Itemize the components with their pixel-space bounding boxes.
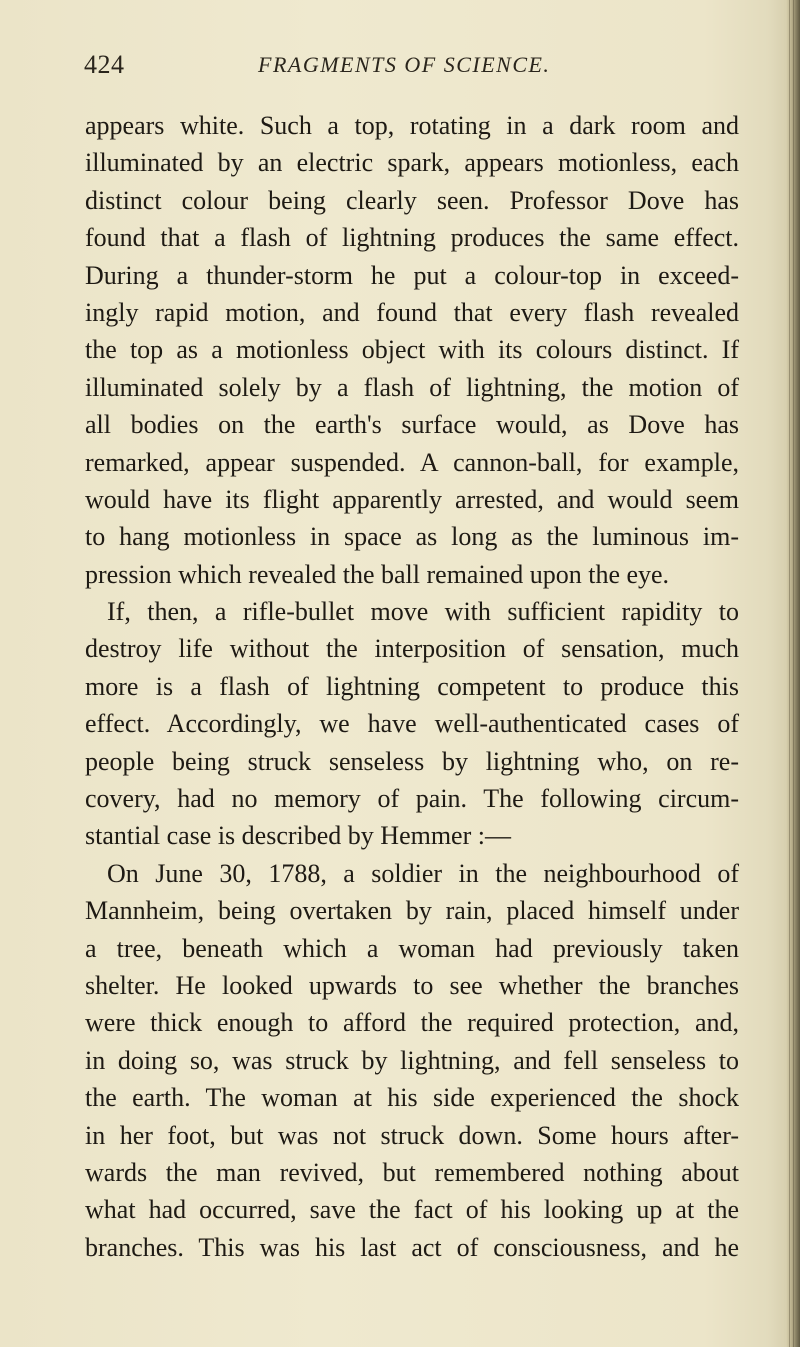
text-line: people being struck senseless by lightning who, on re- — [85, 746, 739, 776]
text-line: more is a flash of lightning competent to produce this — [85, 671, 739, 701]
text-line: remarked, appear suspended. A cannon-ball, for example, — [85, 447, 739, 477]
text-line: effect. Accordingly, we have well-authenticated cases of — [85, 709, 739, 739]
text-line: destroy life without the interposition of sensation, much — [85, 634, 739, 664]
text-line: in her foot, but was not struck down. Some hours after- — [85, 1120, 739, 1150]
text-line: ingly rapid motion, and found that every flash revealed — [85, 297, 739, 327]
text-line: shelter. He looked upwards to see whether the branches — [85, 970, 739, 1000]
body-text — [85, 107, 739, 1266]
text-line: illuminated by an electric spark, appears motionless, each — [85, 148, 739, 178]
text-line: found that a flash of lightning produces the same effect. — [85, 223, 739, 253]
text-line: what had occurred, save the fact of his looking up at the — [85, 1195, 739, 1225]
page-header — [84, 50, 744, 86]
text-line: to hang motionless in space as long as the luminous im- — [85, 522, 739, 552]
text-line: wards the man revived, but remembered nothing about — [85, 1157, 739, 1187]
text-line: stantial case is described by Hemmer :— — [85, 821, 511, 851]
text-line: covery, had no memory of pain. The following circum- — [85, 784, 739, 814]
page-edge-line — [793, 0, 794, 1347]
text-line: On June 30, 1788, a soldier in the neighbourhood of — [107, 858, 739, 888]
text-line: pression which revealed the ball remained upon the eye. — [85, 559, 670, 589]
text-line: all bodies on the earth's surface would, as Dove has — [85, 410, 739, 440]
text-line: appears white. Such a top, rotating in a dark room and — [85, 111, 739, 140]
running-title: FRAGMENTS OF SCIENCE. — [258, 52, 551, 77]
page-number: 424 — [84, 50, 125, 79]
text-line: During a thunder-storm he put a colour-top in exceed- — [85, 260, 739, 290]
text-line: would have its flight apparently arrested, and would seem — [85, 484, 739, 514]
text-line: illuminated solely by a flash of lightning, the motion of — [85, 372, 739, 402]
text-line: distinct colour being clearly seen. Professor Dove has — [85, 185, 739, 215]
text-line: were thick enough to afford the required protection, and, — [85, 1008, 739, 1038]
page-edge-line — [789, 0, 790, 1347]
text-line: in doing so, was struck by lightning, and fell senseless to — [85, 1045, 739, 1075]
text-line: the earth. The woman at his side experienced the shock — [85, 1083, 739, 1113]
text-line: If, then, a rifle-bullet move with sufficient rapidity to — [107, 597, 739, 627]
text-line: Mannheim, being overtaken by rain, placed himself under — [85, 896, 739, 926]
text-line: the top as a motionless object with its colours distinct. If — [85, 335, 739, 365]
text-line: a tree, beneath which a woman had previously taken — [85, 933, 739, 963]
text-line: branches. This was his last act of consciousness, and he — [85, 1232, 739, 1262]
